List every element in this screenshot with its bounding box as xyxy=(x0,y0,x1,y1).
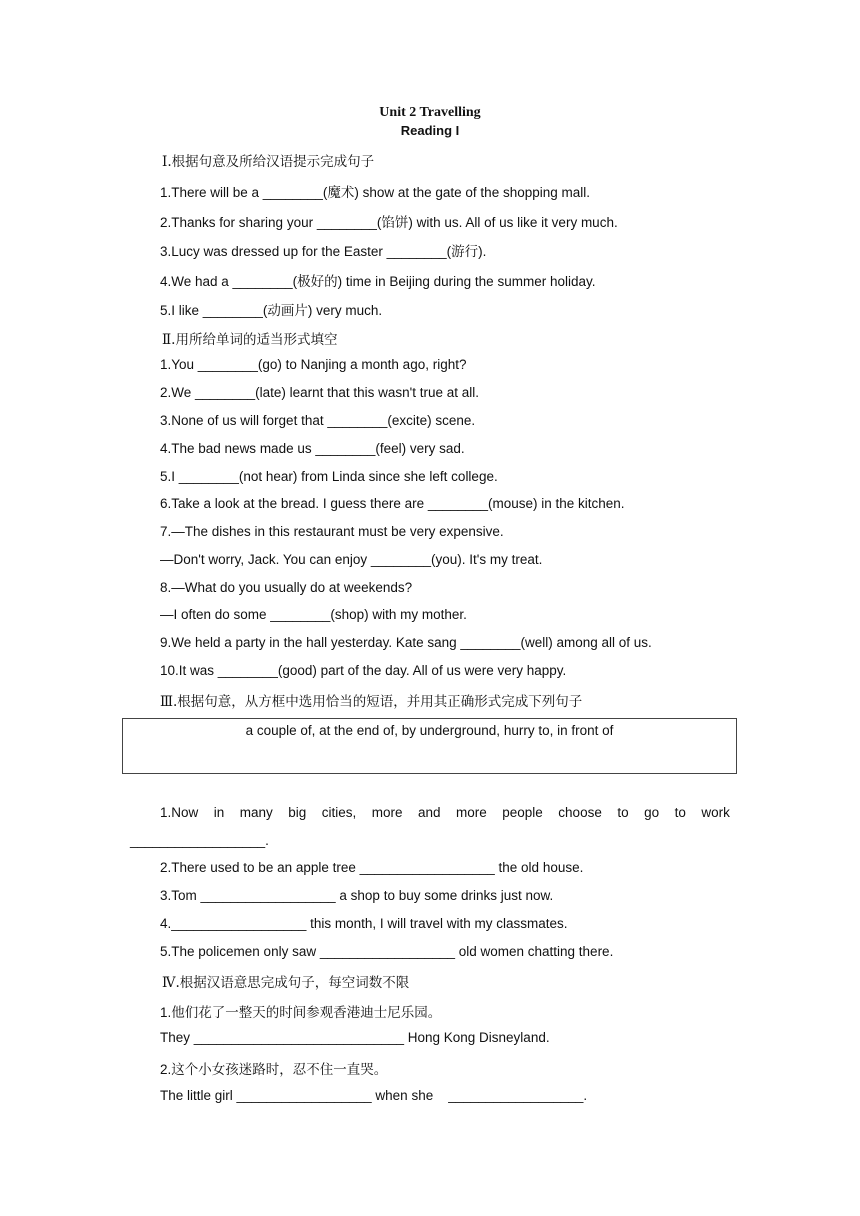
section3-item: 4.__________________ this month, I will travel with my classmates. xyxy=(160,916,568,931)
word: cities, xyxy=(321,805,357,820)
section3-item1-first-line xyxy=(160,805,730,820)
section2-item: 5.I ________(not hear) from Linda since she left college. xyxy=(160,469,498,484)
section2-item: 6.Take a look at the bread. I guess there are ________(mouse) in the kitchen. xyxy=(160,496,625,511)
section2-heading: Ⅱ.用所给单词的适当形式填空 xyxy=(162,332,338,348)
word: and xyxy=(418,805,441,820)
word: more xyxy=(456,805,487,820)
section4-heading: Ⅳ.根据汉语意思完成句子，每空词数不限 xyxy=(162,975,410,991)
section2-item: 8.—What do you usually do at weekends? xyxy=(160,580,413,595)
section4-item: They ____________________________ Hong Kong Disneyland. xyxy=(160,1030,550,1045)
section1-item: 1.There will be a ________(魔术) show at the gate of the shopping mall. xyxy=(160,185,591,200)
section1-item: 5.I like ________(动画片) very much. xyxy=(160,303,383,318)
word: people xyxy=(502,805,543,820)
section2-item: 10.It was ________(good) part of the day. All of us were very happy. xyxy=(160,663,567,678)
section3-item: 5.The policemen only saw __________________ old women chatting there. xyxy=(160,944,614,959)
word: 1.Now xyxy=(160,805,199,820)
word: more xyxy=(371,805,403,820)
page-subtitle: Reading I xyxy=(400,123,460,138)
word: big xyxy=(288,805,307,820)
section2-item: —I often do some ________(shop) with my mother. xyxy=(160,607,467,622)
word: choose xyxy=(558,805,602,820)
section2-item: 4.The bad news made us ________(feel) very sad. xyxy=(160,441,465,456)
word: work xyxy=(701,805,730,820)
phrase-box-text: a couple of, at the end of, by underground, hurry to, in front of xyxy=(245,723,614,738)
section4-item: 2.这个小女孩迷路时，忍不住一直哭。 xyxy=(160,1062,388,1077)
section3-item: 2.There used to be an apple tree __________________ the old house. xyxy=(160,860,584,875)
section1-heading: Ⅰ.根据句意及所给汉语提示完成句子 xyxy=(162,154,375,170)
section4-item: 1.他们花了一整天的时间参观香港迪士尼乐园。 xyxy=(160,1005,442,1020)
word: in xyxy=(213,805,225,820)
section2-item: 3.None of us will forget that ________(excite) scene. xyxy=(160,413,476,428)
section1-item: 3.Lucy was dressed up for the Easter ________(游行). xyxy=(160,244,487,259)
section2-item: —Don't worry, Jack. You can enjoy ________(you). It's my treat. xyxy=(160,552,543,567)
section3-item: 3.Tom __________________ a shop to buy some drinks just now. xyxy=(160,888,554,903)
section2-item: 2.We ________(late) learnt that this wasn't true at all. xyxy=(160,385,480,400)
section3-heading: Ⅲ.根据句意，从方框中选用恰当的短语，并用其正确形式完成下列句子 xyxy=(160,694,583,710)
word: to xyxy=(674,805,686,820)
section1-item: 2.Thanks for sharing your ________(馅饼) with us. All of us like it very much. xyxy=(160,215,618,230)
section4-item: The little girl __________________ when she __________________. xyxy=(160,1088,588,1103)
page-title: Unit 2 Travelling xyxy=(379,105,481,120)
section3-item1-continuation: __________________. xyxy=(130,833,269,848)
word: go xyxy=(644,805,660,820)
word: many xyxy=(239,805,273,820)
word: to xyxy=(617,805,629,820)
section1-item: 4.We had a ________(极好的) time in Beijing during the summer holiday. xyxy=(160,274,596,289)
phrase-box xyxy=(122,718,737,774)
section2-item: 7.—The dishes in this restaurant must be very expensive. xyxy=(160,524,504,539)
section2-item: 9.We held a party in the hall yesterday. Kate sang ________(well) among all of us. xyxy=(160,635,652,650)
section2-item: 1.You ________(go) to Nanjing a month ago, right? xyxy=(160,357,467,372)
